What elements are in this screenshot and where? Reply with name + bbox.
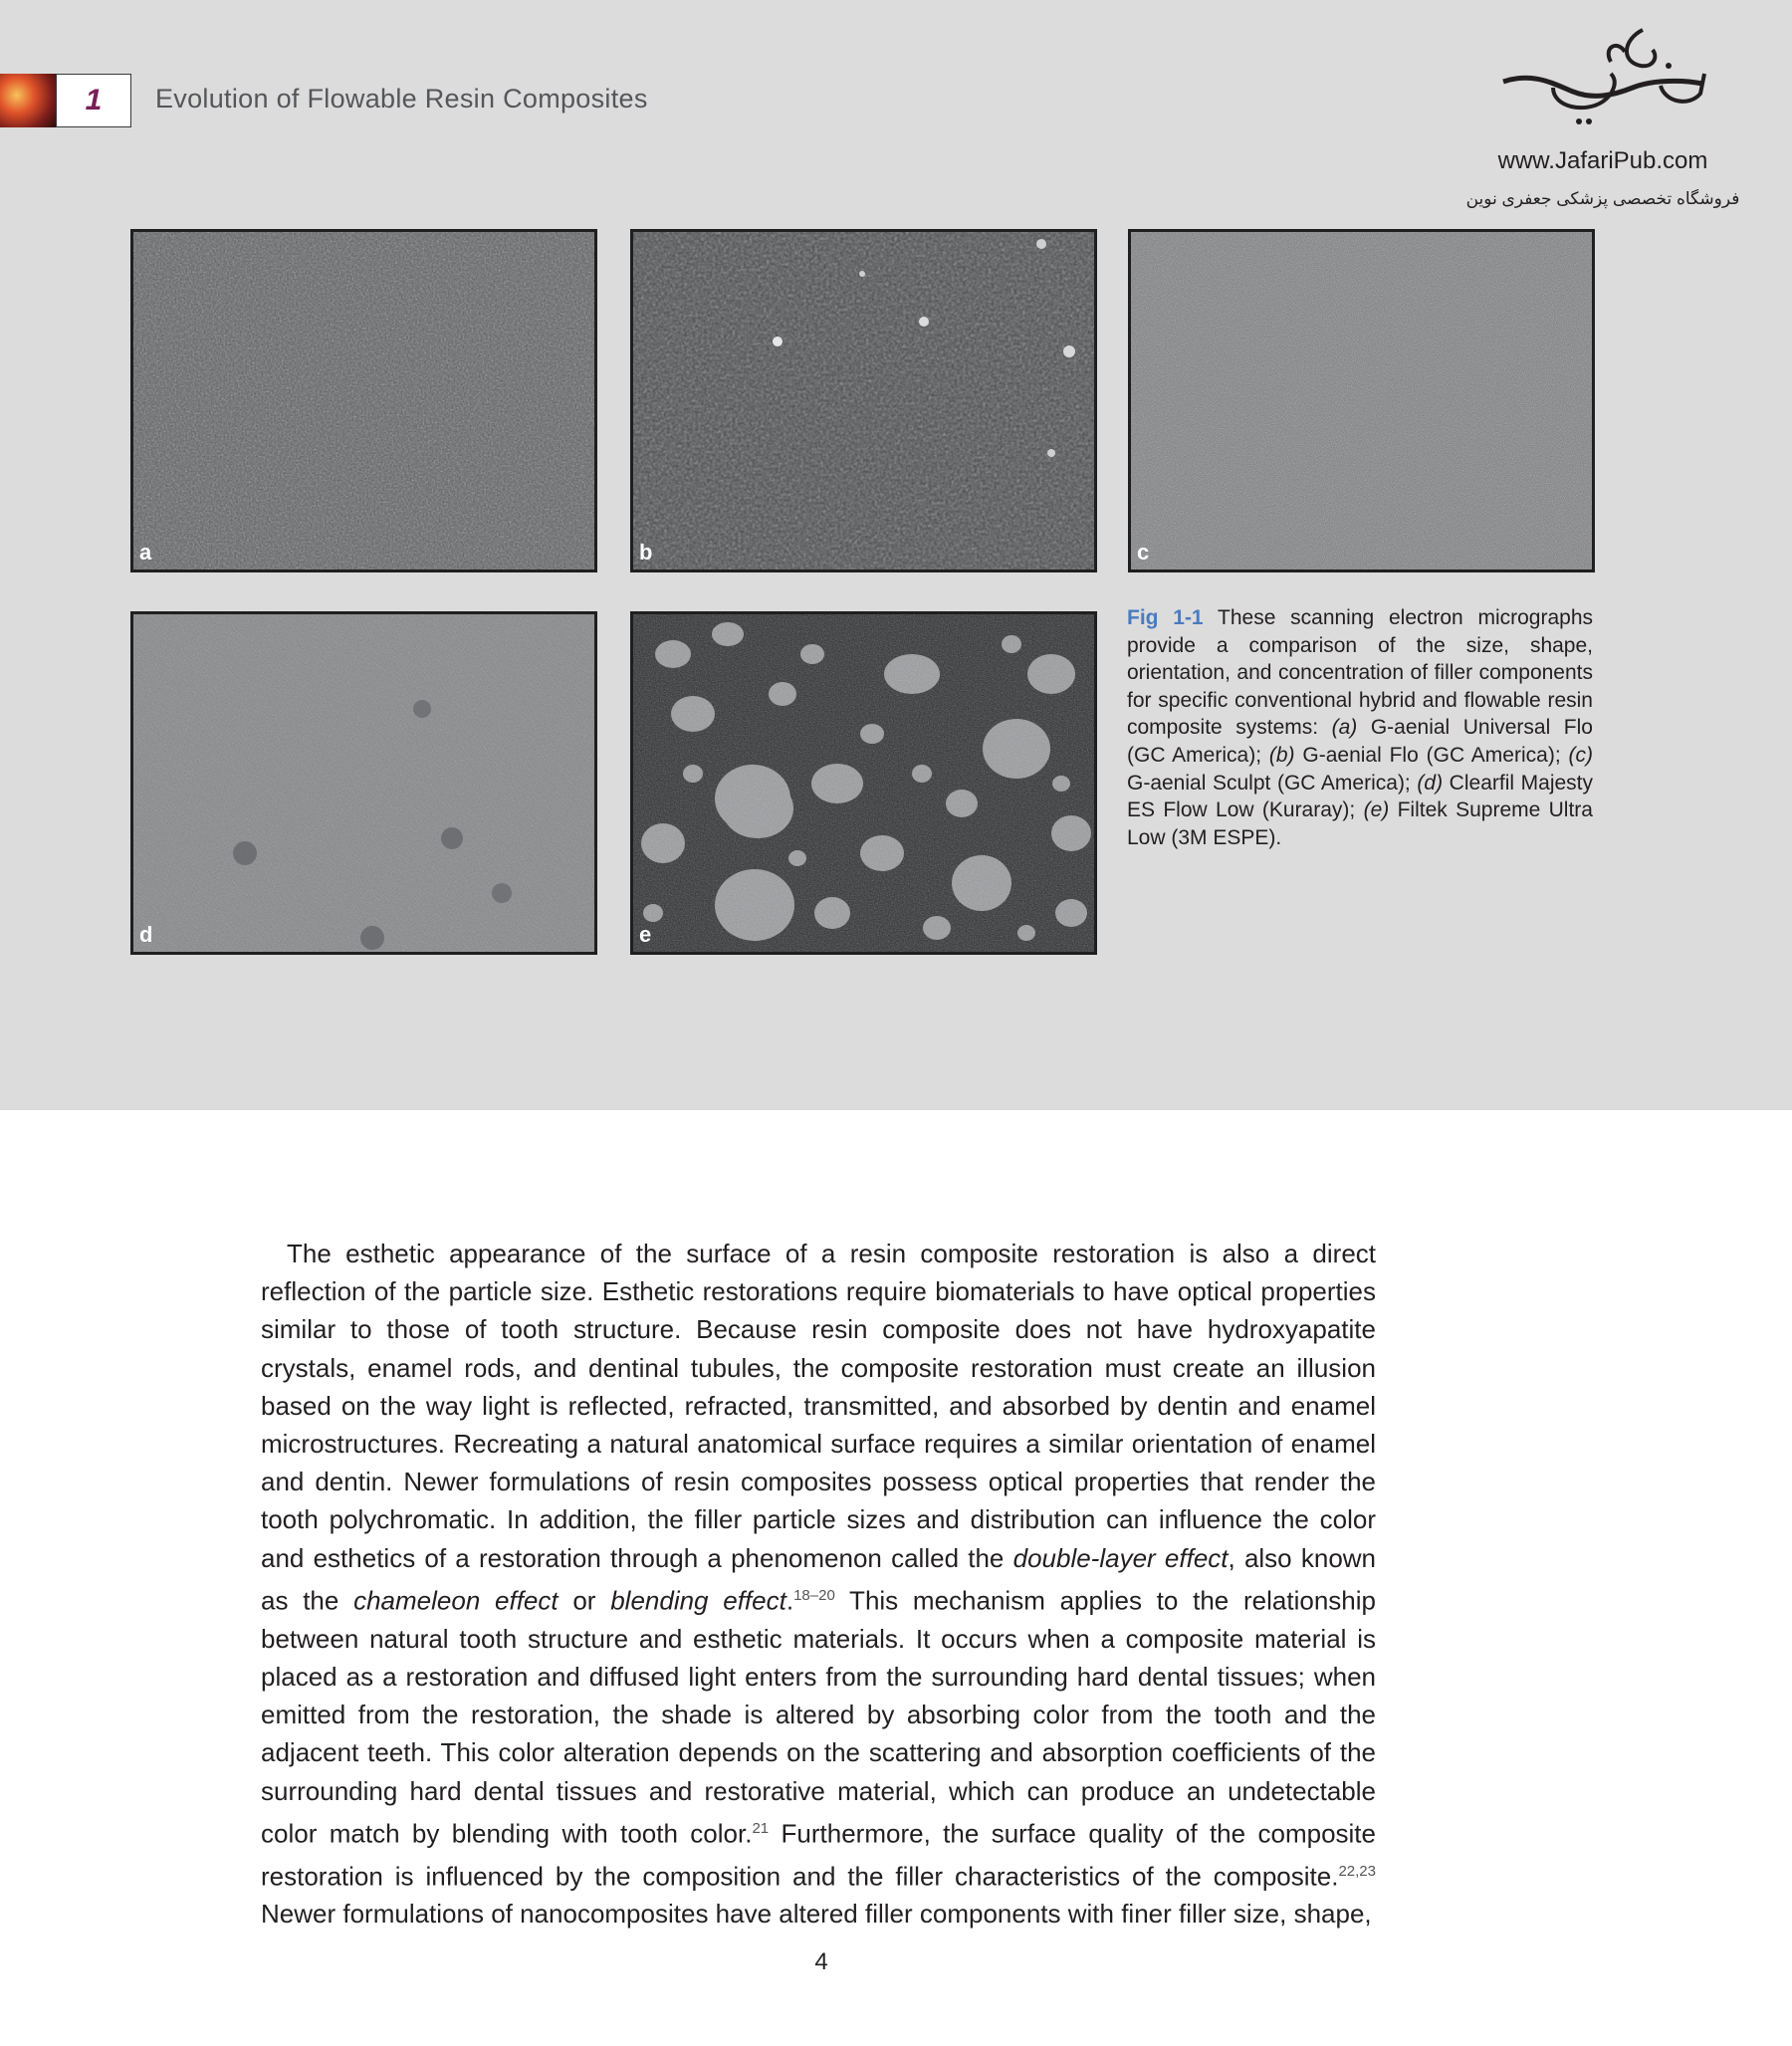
reference-superscript: 18–20 xyxy=(793,1586,835,1604)
figure-caption xyxy=(1127,604,1593,851)
caption-tag-c: (c) xyxy=(1568,743,1593,767)
caption-tag-e: (e) xyxy=(1363,798,1390,822)
reference-superscript: 22,23 xyxy=(1338,1862,1376,1880)
body-text-segment: . xyxy=(785,1585,794,1616)
panel-label-c: c xyxy=(1137,540,1150,565)
caption-tag-b: (b) xyxy=(1268,743,1295,767)
publisher-logo xyxy=(1454,22,1752,208)
logo-url: www.JafariPub.com xyxy=(1497,147,1708,174)
body-text-segment: The esthetic appearance of the surface of a resin composite restoration is also a direct reflection of the particle size. Esthetic restorations require biomaterials to have optical properties similar to those of tooth structure. Because resin composite does not have hydroxyapatite crystals, enamel rods, and dentinal tubules, the composite restoration must create an illusion based on the way light is reflected, refracted, transmitted, and absorbed by dentin and enamel microstructures. Recreating a natural anatomical surface requires a similar orientation of enamel and dentin. Newer formulations of resin composites possess optical properties that render the tooth polychromatic. In addition, the filler particle sizes and distribution can influence the color and esthetics of a restoration through a phenomenon called the xyxy=(261,1239,1376,1573)
caption-item-b: G-aenial Flo (GC America); xyxy=(1294,743,1569,767)
caption-item-c: G-aenial Sculpt (GC America); xyxy=(1127,771,1418,795)
panel-label-b: b xyxy=(639,540,653,565)
body-text-segment: Newer formulations of nanocomposites have altered filler components with finer filler size, shape, xyxy=(261,1899,1372,1930)
micrograph-panel-a xyxy=(130,229,597,572)
micrograph-e-image xyxy=(633,614,1094,952)
micrograph-a-image xyxy=(133,232,594,569)
running-title: Evolution of Flowable Resin Composites xyxy=(155,84,648,114)
chapter-thumbnail-image xyxy=(0,74,56,127)
figure-caption-label: Fig 1-1 xyxy=(1127,606,1204,629)
micrograph-panel-e xyxy=(630,611,1097,955)
caption-item-e: Filtek Supreme Ultra Low (3M ESPE). xyxy=(1127,798,1593,849)
page-number: 4 xyxy=(814,1948,828,1975)
reference-superscript: 21 xyxy=(752,1819,770,1837)
micrograph-c-image xyxy=(1131,232,1592,569)
body-text-segment: or xyxy=(558,1585,611,1616)
micrograph-panel-b xyxy=(630,229,1097,572)
body-text-segment: Furthermore, the surface quality of the composite restoration is influenced by the composition and the filler characteristics of the composite. xyxy=(261,1818,1376,1892)
micrograph-d-image xyxy=(133,614,594,952)
panel-label-d: d xyxy=(139,922,153,947)
figure-caption-text: These scanning electron micrographs provide a comparison of the size, shape, orientation, and concentration of filler components for specific conventional hybrid and flowable resin composite systems: xyxy=(1127,606,1593,740)
body-italic-term: double-layer effect xyxy=(1012,1542,1229,1573)
micrograph-panel-c xyxy=(1128,229,1595,572)
micrograph-b-image xyxy=(633,232,1094,569)
calligraphy-logo-icon xyxy=(1493,22,1712,131)
logo-subtitle: فروشگاه تخصصی پزشکی جعفری نوین xyxy=(1465,189,1740,208)
chapter-number-box xyxy=(56,74,131,127)
caption-tag-a: (a) xyxy=(1331,716,1358,740)
body-italic-term: chameleon effect xyxy=(353,1585,559,1616)
caption-item-a: G-aenial Universal Flo (GC America); xyxy=(1127,716,1593,767)
panel-label-a: a xyxy=(139,540,152,565)
body-text-segment: This mechanism applies to the relationship between natural tooth structure and esthetic materials. It occurs when a composite material is placed as a restoration and diffused light enters from the surrounding hard dental tissues; when emitted from the restoration, the shade is altered by absorbing color from the tooth and the adjacent teeth. This color alteration depends on the scattering and absorption coefficients of the surrounding hard dental tissues and restorative material, which can produce an undetectable color match by blending with tooth color. xyxy=(261,1585,1376,1849)
micrograph-panel-d xyxy=(130,611,597,955)
body-italic-term: blending effect xyxy=(610,1585,786,1616)
body-paragraph xyxy=(261,1235,1376,1933)
body-text-segment: , also known as the xyxy=(261,1542,1377,1616)
chapter-number: 1 xyxy=(85,84,103,116)
caption-item-d: Clearfil Majesty ES Flow Low (Kuraray); xyxy=(1127,771,1593,822)
panel-label-e: e xyxy=(639,922,652,947)
caption-tag-d: (d) xyxy=(1417,771,1444,795)
